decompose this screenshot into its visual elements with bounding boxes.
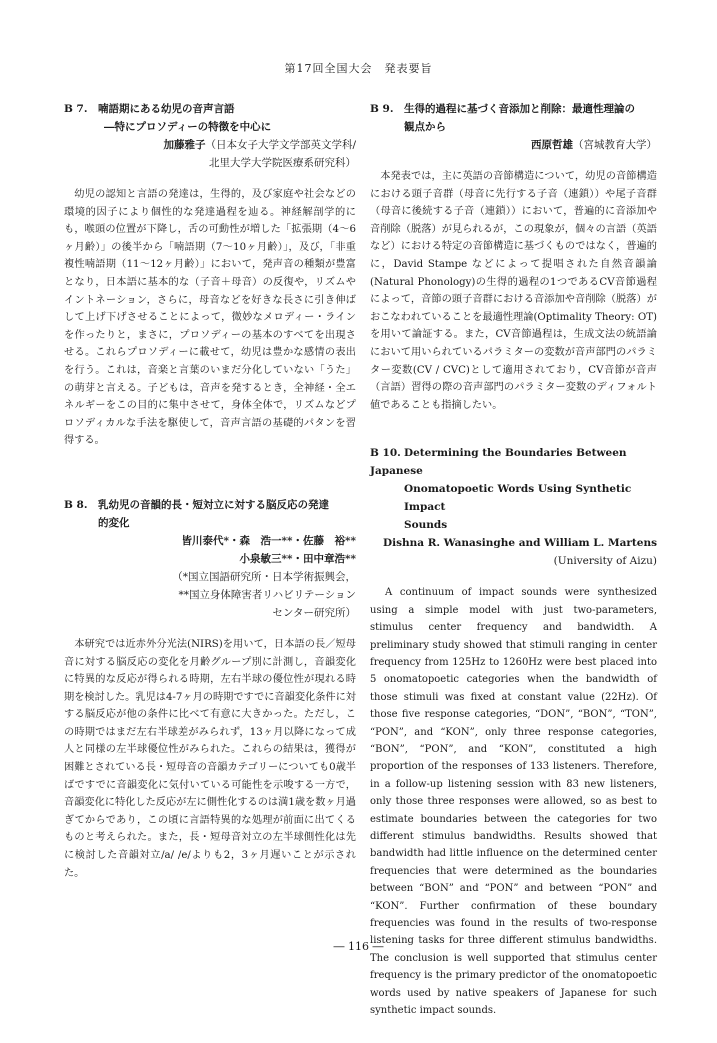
b8-number: B 8. (64, 498, 88, 511)
b9-title-text: 生得的過程に基づく音添加と削除：最適性理論の (404, 103, 635, 115)
b9-title (370, 100, 657, 136)
b7-affiliation-1: （日本女子大学文学部英文学科/ (205, 139, 356, 151)
b8-affiliation-3: センター研究所） (272, 606, 356, 619)
b8-affiliation-2: **国立身体障害者リハビリテーション (178, 588, 356, 601)
b8-authors-2-text: 小泉敏三**・田中章浩** (239, 552, 356, 565)
b8-authors-1 (64, 532, 356, 550)
right-column (370, 100, 657, 1043)
b9-body: 本発表では，主に英語の音節構造について，幼児の音節構造における頭子音群（母音に先行する子音（連鎖））や尾子音群（母音に後続する子音（連鎖））において，普遍的に音添加や音削除（脱落）が見られるが，この現象が，個々の言語（英語など）における特定の音節構造に基づくものではなく，普遍的に，David Stampe などによって提唱された自然音韻論(Natural Phonology)の生得的過程の1つであるCV音節過程によって，音節の頭子音群における音添加や音削除（脱落）がおこなわれていることを最適性理論(Optimality Theory: OT)を用いて論証する。また，CV音節過程は，生成文法の統語論において用いられているパラミターの変数が音声部門のパラミター変数(CV / CVC)として適用されており，CV音節が音声（言語）習得の際の音声部門のパラミター変数のディフォルト値であることも指摘したい。 (370, 171, 657, 411)
b9-author: 西原哲雄 (531, 139, 573, 151)
b7-subtitle: ―特にプロソディーの特徴を中心に (104, 121, 272, 133)
b8-title-text: 乳幼児の音韻的長・短対立に対する脳反応の発達 (98, 498, 329, 511)
b8-title-cont: 的変化 (98, 516, 130, 529)
page-header: 第17回全国大会 発表要旨 (284, 62, 433, 75)
b7-author: 加藤雅子 (163, 139, 206, 151)
b10-affiliation: (University of Aizu) (553, 555, 657, 568)
abstract-b9 (370, 100, 657, 414)
b10-authors: Dishna R. Wanasinghe and William L. Martens (382, 537, 657, 550)
abstract-b7 (64, 100, 356, 450)
b9-number: B 9. (370, 103, 394, 115)
b9-affiliation: （宮城教育大学） (573, 139, 657, 151)
b10-title-3: Sounds (404, 519, 448, 532)
b7-author-line (64, 136, 356, 154)
page-number: ― 116 ― (333, 940, 384, 953)
b10-number: B 10. (370, 447, 401, 460)
b8-body: 本研究では近赤外分光法(NIRS)を用いて，日本語の長／短母音に対する脳反応の変化を月齢グループ別に計測し，音韻変化に特異的な反応が得られる時期，左右半球の優位性が現れる時期を検討した。乳児は4-7ヶ月の時期ですでに音韻変化条件に対する脳反応が他の条件に比べて有意に大きかった。ただし，この時期ではまだ左右半球差がみられず，13ヶ月以降になって成人と同様の左半球優位性がみられた。これらの結果は，獲得が困難とされている長・短母音の音韻カテゴリーについても0歳半ばですでに音韻変化に気付いている可能性を示唆する一方で，音韻変化に特化した反応が左に側性化するのは満1歳を数ヶ月過ぎてからであり，この頃に言語特異的な処理が前面に出てくるものと考えられた。また，長・短母音対立の左半球側性化は先に検討した音韻対立/a/ /e/よりも2，3ヶ月遅いことが示された。 (64, 638, 356, 879)
b10-body: A continuum of impact sounds were synthesized using a simple model with just two-parameters, stimulus center frequency and bandwidth. A preliminary study showed that stimuli ranging in center frequency from 125Hz to 1260Hz were best placed into 5 onomatopoetic categories when the bandwidth of those stimuli was fixed at constant value (22Hz). Of those five response categories, “DON”, “BON”, “TON”, “PON”, and “KON”, only three response categories, “BON”, “PON”, and “KON”, constituted a high proportion of the responses of 133 listeners. Therefore, in a follow-up listening session with 83 new listeners, only those three responses were allowed, so as best to estimate boundaries between the categories for two different stimulus bandwidths. Results showed that bandwidth had little influence on the determined center frequencies that were determined as the boundaries between “BON” and “PON” and between “PON” and “KON”. Further confirmation of these boundary frequencies was found in the results of two-response listening tasks for three different stimulus bandwidths. The conclusion is well supported that stimulus center frequency is the primary predictor of the onomatopoetic words used by native speakers of Japanese for such synthetic impact sounds. (370, 587, 657, 1017)
b8-authors-1-text: 皆川泰代*・森 浩一**・佐藤 裕** (181, 534, 356, 547)
abstract-b10 (370, 444, 657, 1019)
b10-authors-line (370, 534, 657, 552)
b9-title-cont: 観点から (404, 121, 446, 133)
b10-title-2: Onomatopoetic Words Using Synthetic Impact (404, 483, 632, 514)
b7-title (64, 100, 356, 136)
left-column (64, 100, 356, 906)
b7-body: 幼児の認知と言語の発達は，生得的，及び家庭や社会などの環境的因子により個性的な発達過程を辿る。神経解剖学的にも，喉頭の位置が下降し，舌の可動性が増した「拡張期（4～6ヶ月齢）」の後半から「喃語期（7～10ヶ月齢）」，及び，「非重複性喃語期（11～12ヶ月齢）」において，発声音の種類が豊富となり，日本語に基本的な（子音＋母音）の反復や，リズムやイントネーション，さらに，母音などを好きな長さに引き伸ばして上げ下げさせることによって，微妙なメロディー・ラインを作ったりと，まさに，プロソディーの基本のすべてを出現させる。これらプロソディーに載せて，幼児は豊かな感情の表出を行う。これは，音楽と言葉のいまだ分化していない「うた」の萌芽と言える。子どもは，音声を発するとき，全神経・全エネルギーをこの目的に集中させて，身体全体で，リズムなどプロソディカルな手法を駆使して，音声言語の基礎的パタンを習得する。 (64, 189, 356, 447)
b8-title (64, 496, 356, 532)
b7-number: B 7. (64, 103, 88, 115)
b10-title-1: Determining the Boundaries Between Japanese (370, 447, 627, 478)
b7-title-text: 喃語期にある幼児の音声言語 (98, 103, 235, 115)
b10-title (370, 444, 657, 534)
b8-authors-2 (64, 550, 356, 568)
abstract-b8 (64, 496, 356, 882)
b7-affiliation-2: 北里大学大学院医療系研究科） (209, 157, 356, 169)
b9-author-line (370, 136, 657, 154)
b8-affiliation-1: （*国立国語研究所・日本学術振興会， (172, 570, 356, 583)
